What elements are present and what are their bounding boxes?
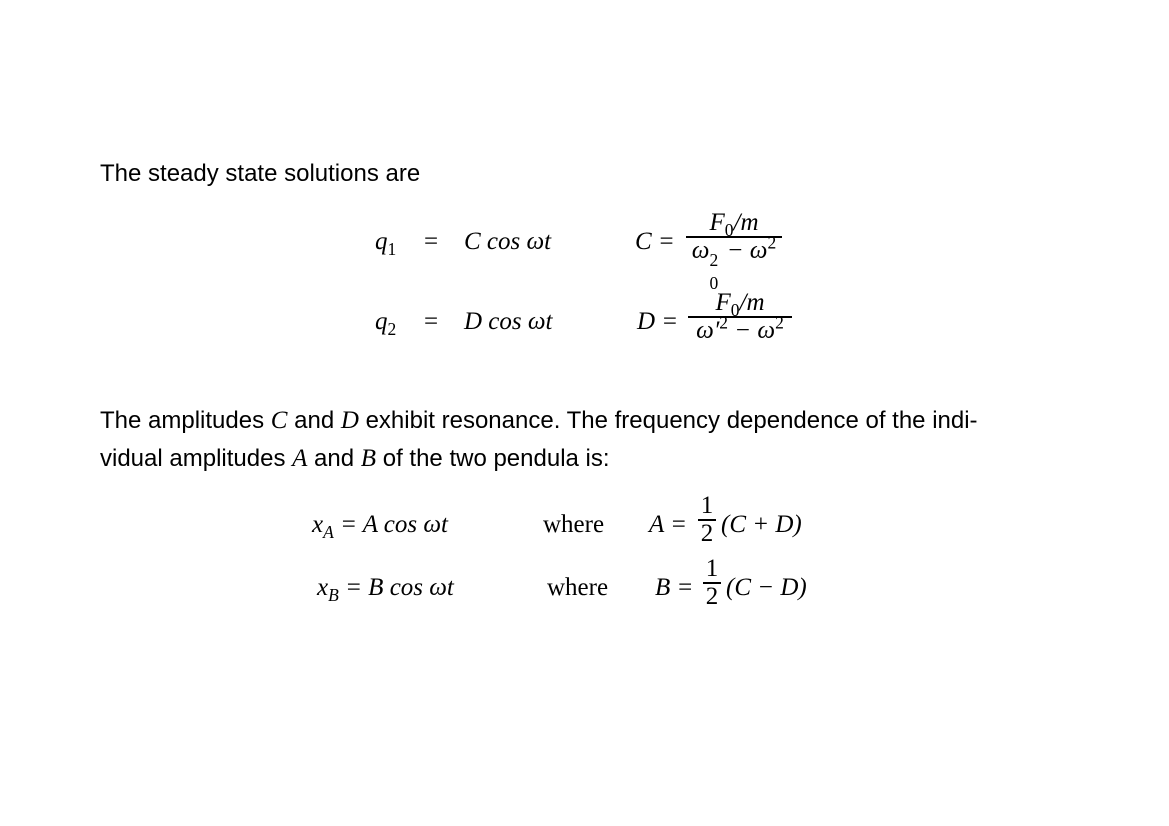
eq4-def-lhs: B = — [655, 574, 694, 601]
eq3-where: where — [543, 511, 605, 538]
eq2-def-lhs: D = — [637, 308, 679, 335]
eq4-where: where — [547, 574, 609, 601]
eq2-relation: = — [424, 308, 439, 335]
intro-text: The steady state solutions are — [100, 160, 421, 187]
eq2-lhs: $q_2$ — [375, 308, 397, 339]
eq1-lhs: $q_1$ — [375, 228, 397, 259]
eq2-rhs: D cos ωt — [464, 308, 553, 335]
eq4-tail: (C − D) — [726, 574, 807, 601]
resonance-paragraph: The amplitudes C and D exhibit resonance. The frequency dependence of the indi- vidual amplitudes A and B of the two pendula is: — [100, 407, 978, 472]
eq3-tail: (C + D) — [721, 511, 802, 538]
eq2-fraction: $F_0/m$ $\omega'^2 - \omega^2$ — [688, 290, 792, 344]
eq1-def-lhs: C = — [635, 228, 675, 255]
eq4-lhs: $x_B = B$ cos ωt — [317, 574, 454, 605]
eq3-half-fraction: 1 2 — [698, 493, 716, 547]
eq3-def-lhs: A = — [649, 511, 687, 538]
eq1-fraction: $F_0/m$ ω 2 0 − $\omega^2$ — [686, 210, 782, 264]
eq1-rhs: C cos ωt — [464, 228, 552, 255]
eq1-relation: = — [424, 228, 439, 255]
eq3-lhs: $x_A = A$ cos ωt — [312, 511, 448, 542]
eq4-half-fraction: 1 2 — [703, 556, 721, 610]
